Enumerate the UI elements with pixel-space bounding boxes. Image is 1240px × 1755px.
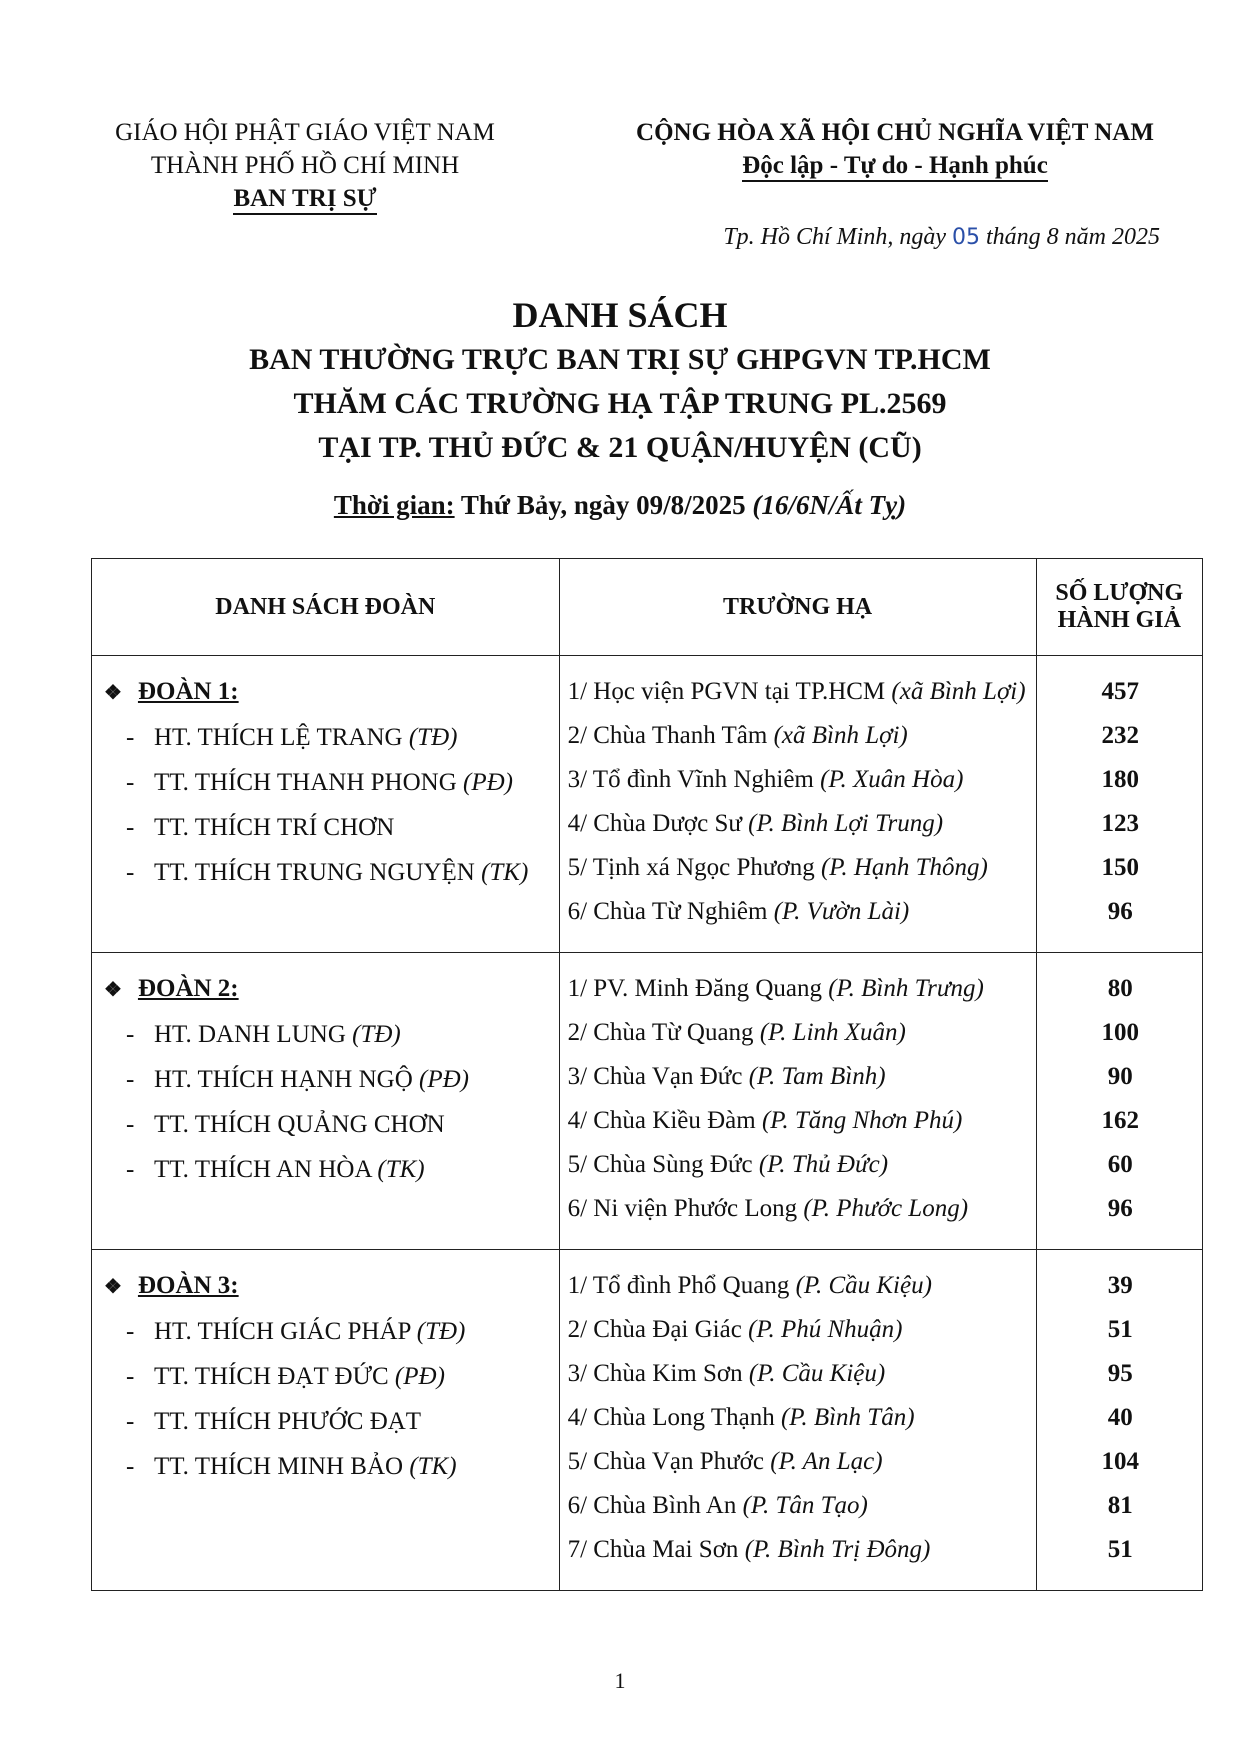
dash-bullet-icon: - bbox=[126, 814, 135, 841]
retreat-cell bbox=[559, 953, 1036, 1250]
retreat-location: (P. Thủ Đức) bbox=[758, 1151, 889, 1178]
retreat-name: 3/ Tổ đình Vĩnh Nghiêm bbox=[567, 766, 814, 793]
retreat-item bbox=[568, 1484, 1026, 1528]
retreat-name: 5/ Chùa Vạn Phước bbox=[567, 1448, 764, 1475]
delegation-cell bbox=[92, 656, 560, 953]
retreat-location: (P. Phú Nhuận) bbox=[748, 1316, 903, 1343]
diamond-bullet-icon: ❖ bbox=[104, 682, 122, 704]
dash-bullet-icon: - bbox=[126, 1021, 135, 1048]
practitioner-count: 90 bbox=[1107, 1063, 1133, 1090]
retreat-location: (P. Cầu Kiệu) bbox=[795, 1272, 932, 1299]
header-retreat: TRƯỜNG HẠ bbox=[559, 559, 1036, 656]
practitioner-count: 100 bbox=[1101, 1019, 1140, 1046]
member-name: TT. THÍCH PHƯỚC ĐẠT bbox=[154, 1408, 422, 1435]
retreat-item bbox=[568, 802, 1026, 846]
retreat-name: 6/ Chùa Bình An bbox=[567, 1492, 737, 1519]
practitioner-count: 96 bbox=[1107, 1195, 1133, 1222]
retreat-name: 4/ Chùa Kiều Đàm bbox=[567, 1107, 756, 1134]
header-count-line2: HÀNH GIẢ bbox=[1057, 607, 1181, 633]
retreat-location: (P. Vườn Lài) bbox=[773, 898, 910, 925]
delegation-member bbox=[104, 1444, 549, 1489]
delegation-cell bbox=[92, 1250, 560, 1591]
member-role: (TĐ) bbox=[352, 1021, 401, 1048]
delegation-member bbox=[104, 1147, 549, 1192]
delegation-title-text: ĐOÀN 2: bbox=[137, 975, 239, 1002]
retreat-name: 5/ Tịnh xá Ngọc Phương bbox=[567, 854, 815, 881]
retreat-name: 7/ Chùa Mai Sơn bbox=[567, 1536, 739, 1563]
retreat-item bbox=[568, 1528, 1026, 1572]
dash-bullet-icon: - bbox=[126, 1111, 135, 1138]
retreat-item bbox=[568, 670, 1026, 714]
national-name: CỘNG HÒA XÃ HỘI CHỦ NGHĨA VIỆT NAM bbox=[636, 119, 1154, 146]
member-name: TT. THÍCH THANH PHONG bbox=[154, 769, 457, 796]
delegation-member bbox=[104, 805, 549, 850]
retreat-item bbox=[568, 1396, 1026, 1440]
delegation-title bbox=[104, 967, 549, 1012]
retreat-name: 4/ Chùa Dược Sư bbox=[567, 810, 742, 837]
date-prefix: Tp. Hồ Chí Minh, ngày bbox=[723, 224, 946, 250]
practitioner-count: 39 bbox=[1107, 1272, 1133, 1299]
retreat-name: 2/ Chùa Đại Giác bbox=[567, 1316, 742, 1343]
member-name: TT. THÍCH MINH BẢO bbox=[154, 1453, 404, 1480]
retreat-item bbox=[568, 1308, 1026, 1352]
header-count-line1: SỐ LƯỢNG bbox=[1055, 580, 1184, 606]
member-name: HT. DANH LUNG bbox=[154, 1021, 346, 1048]
member-role: (TK) bbox=[481, 859, 529, 886]
document-title bbox=[0, 292, 1240, 470]
delegation-title bbox=[104, 670, 549, 715]
table-row bbox=[92, 656, 1203, 953]
retreat-name: 1/ Học viện PGVN tại TP.HCM bbox=[567, 678, 886, 705]
document-date bbox=[723, 224, 1160, 251]
diamond-bullet-icon: ❖ bbox=[104, 1276, 122, 1298]
retreat-location: (xã Bình Lợi) bbox=[891, 678, 1026, 705]
member-role: (PĐ) bbox=[419, 1066, 470, 1093]
retreat-item bbox=[568, 1440, 1026, 1484]
practitioner-count: 51 bbox=[1107, 1316, 1133, 1343]
retreat-name: 5/ Chùa Sùng Đức bbox=[567, 1151, 753, 1178]
practitioner-count: 60 bbox=[1107, 1151, 1133, 1178]
retreat-location: (P. Phước Long) bbox=[803, 1195, 969, 1222]
practitioner-count: 457 bbox=[1101, 678, 1140, 705]
retreat-cell bbox=[559, 656, 1036, 953]
retreat-item bbox=[568, 1011, 1026, 1055]
issuer-org-name: GIÁO HỘI PHẬT GIÁO VIỆT NAM bbox=[115, 119, 495, 146]
retreat-item bbox=[568, 1055, 1026, 1099]
retreat-item bbox=[568, 967, 1026, 1011]
dash-bullet-icon: - bbox=[126, 1156, 135, 1183]
diamond-bullet-icon: ❖ bbox=[104, 979, 122, 1001]
title-line-2: BAN THƯỜNG TRỰC BAN TRỊ SỰ GHPGVN TP.HCM bbox=[249, 343, 991, 376]
count-cell bbox=[1036, 953, 1202, 1250]
retreat-name: 1/ Tổ đình Phổ Quang bbox=[567, 1272, 790, 1299]
retreat-location: (P. Bình Trưng) bbox=[828, 975, 984, 1002]
delegation-member bbox=[104, 1309, 549, 1354]
time-label: Thời gian: bbox=[333, 490, 455, 520]
member-role: (TĐ) bbox=[416, 1318, 466, 1345]
table-row bbox=[92, 953, 1203, 1250]
retreat-item bbox=[568, 1352, 1026, 1396]
dash-bullet-icon: - bbox=[126, 769, 135, 796]
page-number: 1 bbox=[614, 1668, 626, 1693]
member-role: (PĐ) bbox=[463, 769, 514, 796]
date-suffix: tháng 8 năm 2025 bbox=[986, 224, 1160, 250]
header-count bbox=[1036, 559, 1202, 656]
delegation-member bbox=[104, 1354, 549, 1399]
member-name: TT. THÍCH TRÍ CHƠN bbox=[154, 814, 395, 841]
issuer-city: THÀNH PHỐ HỒ CHÍ MINH bbox=[150, 152, 460, 179]
practitioner-count: 123 bbox=[1101, 810, 1140, 837]
title-line-3: THĂM CÁC TRƯỜNG HẠ TẬP TRUNG PL.2569 bbox=[293, 387, 947, 420]
practitioner-count: 95 bbox=[1107, 1360, 1133, 1387]
practitioner-count: 162 bbox=[1101, 1107, 1140, 1134]
member-role: (TĐ) bbox=[408, 724, 458, 751]
dash-bullet-icon: - bbox=[126, 1318, 135, 1345]
member-name: TT. THÍCH TRUNG NGUYỆN bbox=[154, 859, 475, 886]
practitioner-count: 51 bbox=[1107, 1536, 1133, 1563]
retreat-item bbox=[568, 714, 1026, 758]
retreat-item bbox=[568, 846, 1026, 890]
practitioner-count: 232 bbox=[1101, 722, 1140, 749]
member-name: HT. THÍCH GIÁC PHÁP bbox=[154, 1318, 411, 1345]
member-name: TT. THÍCH AN HÒA bbox=[154, 1156, 372, 1183]
practitioner-count: 81 bbox=[1107, 1492, 1133, 1519]
delegation-member bbox=[104, 1102, 549, 1147]
date-day: 05 bbox=[952, 225, 980, 250]
delegation-member bbox=[104, 715, 549, 760]
retreat-cell bbox=[559, 1250, 1036, 1591]
delegation-member bbox=[104, 1057, 549, 1102]
count-cell bbox=[1036, 656, 1202, 953]
dash-bullet-icon: - bbox=[126, 1453, 135, 1480]
delegation-member bbox=[104, 1012, 549, 1057]
time-lunar: (16/6N/Ất Tỵ) bbox=[752, 490, 907, 520]
title-line-4: TẠI TP. THỦ ĐỨC & 21 QUẬN/HUYỆN (CŨ) bbox=[318, 431, 922, 464]
retreat-location: (P. An Lạc) bbox=[770, 1448, 883, 1475]
retreat-name: 3/ Chùa Kim Sơn bbox=[567, 1360, 743, 1387]
retreat-location: (P. Bình Trị Đông) bbox=[744, 1536, 931, 1563]
national-header bbox=[610, 116, 1180, 182]
retreat-location: (xã Bình Lợi) bbox=[773, 722, 908, 749]
delegation-table bbox=[91, 558, 1203, 1591]
dash-bullet-icon: - bbox=[126, 1363, 135, 1390]
table-row bbox=[92, 1250, 1203, 1591]
delegation-member bbox=[104, 1399, 549, 1444]
practitioner-count: 180 bbox=[1101, 766, 1140, 793]
delegation-member bbox=[104, 850, 549, 895]
count-cell bbox=[1036, 1250, 1202, 1591]
member-name: HT. THÍCH LỆ TRANG bbox=[154, 724, 403, 751]
practitioner-count: 104 bbox=[1101, 1448, 1140, 1475]
delegation-title bbox=[104, 1264, 549, 1309]
retreat-location: (P. Tam Bình) bbox=[748, 1063, 886, 1090]
member-role: (TK) bbox=[409, 1453, 457, 1480]
member-role: (TK) bbox=[377, 1156, 425, 1183]
retreat-item bbox=[568, 890, 1026, 934]
delegation-title-text: ĐOÀN 1: bbox=[137, 678, 239, 705]
dash-bullet-icon: - bbox=[126, 1066, 135, 1093]
delegation-cell bbox=[92, 953, 560, 1250]
retreat-location: (P. Cầu Kiệu) bbox=[748, 1360, 886, 1387]
retreat-location: (P. Linh Xuân) bbox=[759, 1019, 906, 1046]
retreat-name: 2/ Chùa Thanh Tâm bbox=[567, 722, 768, 749]
retreat-name: 6/ Chùa Từ Nghiêm bbox=[567, 898, 768, 925]
retreat-name: 1/ PV. Minh Đăng Quang bbox=[567, 975, 822, 1002]
member-role: (PĐ) bbox=[394, 1363, 445, 1390]
visit-time bbox=[0, 490, 1240, 521]
retreat-item bbox=[568, 1264, 1026, 1308]
retreat-name: 3/ Chùa Vạn Đức bbox=[567, 1063, 743, 1090]
retreat-item bbox=[568, 1187, 1026, 1231]
delegation-member bbox=[104, 760, 549, 805]
retreat-location: (P. Tân Tạo) bbox=[742, 1492, 868, 1519]
member-name: TT. THÍCH ĐẠT ĐỨC bbox=[154, 1363, 389, 1390]
retreat-location: (P. Hạnh Thông) bbox=[820, 854, 988, 881]
header-delegation: DANH SÁCH ĐOÀN bbox=[92, 559, 560, 656]
retreat-name: 2/ Chùa Từ Quang bbox=[567, 1019, 754, 1046]
retreat-name: 6/ Ni viện Phước Long bbox=[567, 1195, 798, 1222]
dash-bullet-icon: - bbox=[126, 859, 135, 886]
dash-bullet-icon: - bbox=[126, 724, 135, 751]
retreat-item bbox=[568, 1099, 1026, 1143]
member-name: TT. THÍCH QUẢNG CHƠN bbox=[154, 1111, 445, 1138]
dash-bullet-icon: - bbox=[126, 1408, 135, 1435]
issuer-header bbox=[80, 116, 530, 215]
title-line-1: DANH SÁCH bbox=[512, 295, 728, 335]
retreat-location: (P. Bình Tân) bbox=[780, 1404, 915, 1431]
practitioner-count: 40 bbox=[1107, 1404, 1133, 1431]
issuer-department: BAN TRỊ SỰ bbox=[233, 185, 376, 215]
retreat-location: (P. Bình Lợi Trung) bbox=[748, 810, 944, 837]
retreat-location: (P. Tăng Nhơn Phú) bbox=[761, 1107, 963, 1134]
retreat-item bbox=[568, 1143, 1026, 1187]
member-name: HT. THÍCH HẠNH NGỘ bbox=[154, 1066, 413, 1093]
table-header-row bbox=[92, 559, 1203, 656]
delegation-title-text: ĐOÀN 3: bbox=[137, 1272, 239, 1299]
retreat-name: 4/ Chùa Long Thạnh bbox=[567, 1404, 775, 1431]
practitioner-count: 96 bbox=[1107, 898, 1133, 925]
retreat-item bbox=[568, 758, 1026, 802]
retreat-location: (P. Xuân Hòa) bbox=[820, 766, 964, 793]
national-motto: Độc lập - Tự do - Hạnh phúc bbox=[742, 152, 1048, 182]
practitioner-count: 150 bbox=[1101, 854, 1140, 881]
practitioner-count: 80 bbox=[1107, 975, 1133, 1002]
time-value: Thứ Bảy, ngày 09/8/2025 bbox=[454, 490, 753, 520]
